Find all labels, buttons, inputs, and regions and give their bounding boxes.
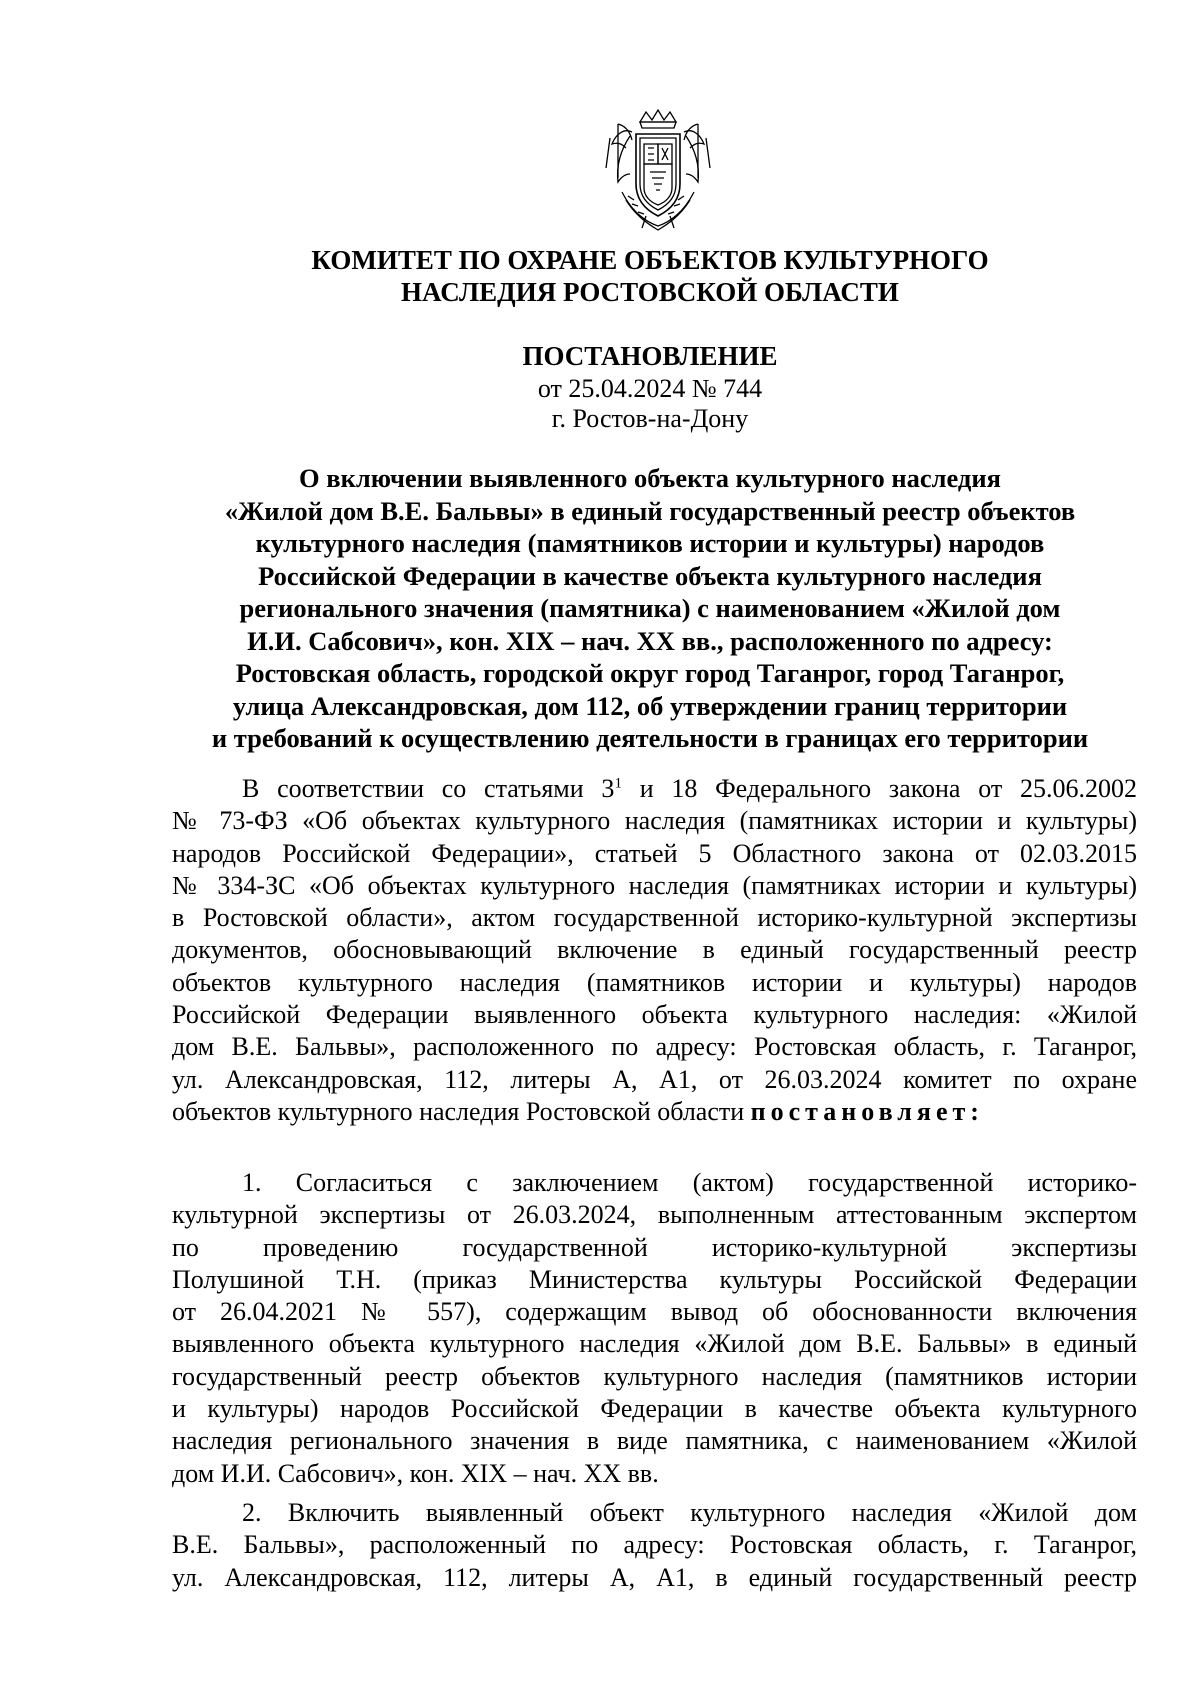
- subject-line: и требований к осуществлению деятельности в границах его территории: [211, 723, 1089, 753]
- organization-title-line1: КОМИТЕТ ПО ОХРАНЕ ОБЪЕКТОВ КУЛЬТУРНОГО: [311, 245, 989, 275]
- subject-line: Российской Федерации в качестве объекта культурного наследия: [258, 560, 1042, 591]
- item-2-line: В.Е. Бальвы», расположенный по адресу: Ростовская область, г. Таганрог,: [172, 1530, 1137, 1560]
- item-1-paragraph: [172, 1167, 1137, 1490]
- item-1-line: Полушиной Т.Н. (приказ Министерства культуры Российской Федерации: [172, 1264, 1137, 1294]
- item-1-line: наследия регионального значения в виде памятника, с наименованием «Жилой: [172, 1426, 1137, 1456]
- preamble-line: № 73-ФЗ «Об объектах культурного наследия (памятниках истории и культуры): [172, 806, 1137, 836]
- preamble-line: народов Российской Федерации», статьей 5 Областного закона от 02.03.2015: [172, 838, 1137, 868]
- item-1-line: 1. Согласиться с заключением (актом) государственной историко-: [242, 1168, 1137, 1197]
- item-1-line: по проведению государственной историко-культурной экспертизы: [172, 1232, 1137, 1262]
- preamble-line: [172, 1096, 1137, 1128]
- item-1-line: государственный реестр объектов культурного наследия (памятников истории: [172, 1361, 1137, 1391]
- preamble-line: [172, 773, 1137, 805]
- item-1-line: культурной экспертизы от 26.03.2024, выполненным аттестованным экспертом: [172, 1200, 1137, 1230]
- preamble-line: в Ростовской области», актом государственной историко-культурной экспертизы: [172, 903, 1137, 933]
- subject-line: Ростовская область, городской округ город Таганрог, город Таганрог,: [235, 658, 1065, 688]
- item-1-line: и культуры) народов Российской Федерации в качестве объекта культурного: [172, 1394, 1137, 1424]
- preamble-line: № 334-ЗС «Об объектах культурного наследия (памятниках истории и культуры): [172, 870, 1137, 900]
- item-1-line: дом И.И. Сабсович», кон. XIX – нач. XX вв.: [172, 1458, 659, 1488]
- preamble-line: объектов культурного наследия (памятников истории и культуры) народов: [172, 967, 1137, 997]
- subject-line: регионального значения (памятника) с наименованием «Жилой дом: [239, 593, 1061, 623]
- document-city: г. Ростов-на-Дону: [551, 404, 749, 433]
- subject-line: О включении выявленного объекта культурного наследия: [299, 463, 1001, 493]
- organization-title-line2: НАСЛЕДИЯ РОСТОВСКОЙ ОБЛАСТИ: [401, 277, 899, 307]
- item-2-line: ул. Александровская, 112, литеры А, А1, в единый государственный реестр: [172, 1562, 1137, 1592]
- item-2-line: 2. Включить выявленный объект культурного наследия «Жилой дом: [242, 1498, 1137, 1527]
- article-superscript: 1: [614, 775, 622, 792]
- item-1-line: от 26.04.2021 № 557), содержащим вывод об обоснованности включения: [172, 1297, 1137, 1327]
- decree-word: постановляет:: [750, 1096, 984, 1126]
- subject-line: «Жилой дом В.Е. Бальвы» в единый государственный реестр объектов: [224, 495, 1076, 526]
- preamble-line: ул. Александровская, 112, литеры А, А1, от 26.03.2024 комитет по охране: [172, 1064, 1137, 1094]
- item-2-paragraph: [172, 1497, 1137, 1594]
- preamble-line: Российской Федерации выявленного объекта культурного наследия: «Жилой: [172, 1000, 1137, 1030]
- preamble-line: документов, обосновывающий включение в единый государственный реестр: [172, 935, 1137, 965]
- preamble-line1-rest: и 18 Федерального закона от 25.06.2002: [621, 774, 1137, 803]
- subject-line: улица Александровская, дом 112, об утверждении границ территории: [232, 690, 1068, 721]
- subject-line: культурного наследия (памятников истории и культуры) народов: [255, 528, 1045, 558]
- coat-of-arms-icon: [602, 108, 714, 234]
- organization-title: [170, 244, 1130, 308]
- preamble-last-text: объектов культурного наследия Ростовской области: [172, 1096, 751, 1126]
- document-date-number: от 25.04.2024 № 744: [537, 374, 763, 403]
- preamble-line: дом В.Е. Бальвы», расположенного по адресу: Ростовская область, г. Таганрог,: [172, 1032, 1137, 1062]
- document-subject: [170, 462, 1130, 755]
- document-type: ПОСТАНОВЛЕНИЕ: [522, 341, 778, 371]
- subject-line: И.И. Сабсович», кон. XIX – нач. XX вв., расположенного по адресу:: [247, 625, 1053, 656]
- preamble-paragraph: [172, 773, 1137, 1128]
- item-1-line: выявленного объекта культурного наследия «Жилой дом В.Е. Бальвы» в единый: [172, 1329, 1137, 1359]
- preamble-line1-text: В соответствии со статьями 3: [242, 774, 615, 803]
